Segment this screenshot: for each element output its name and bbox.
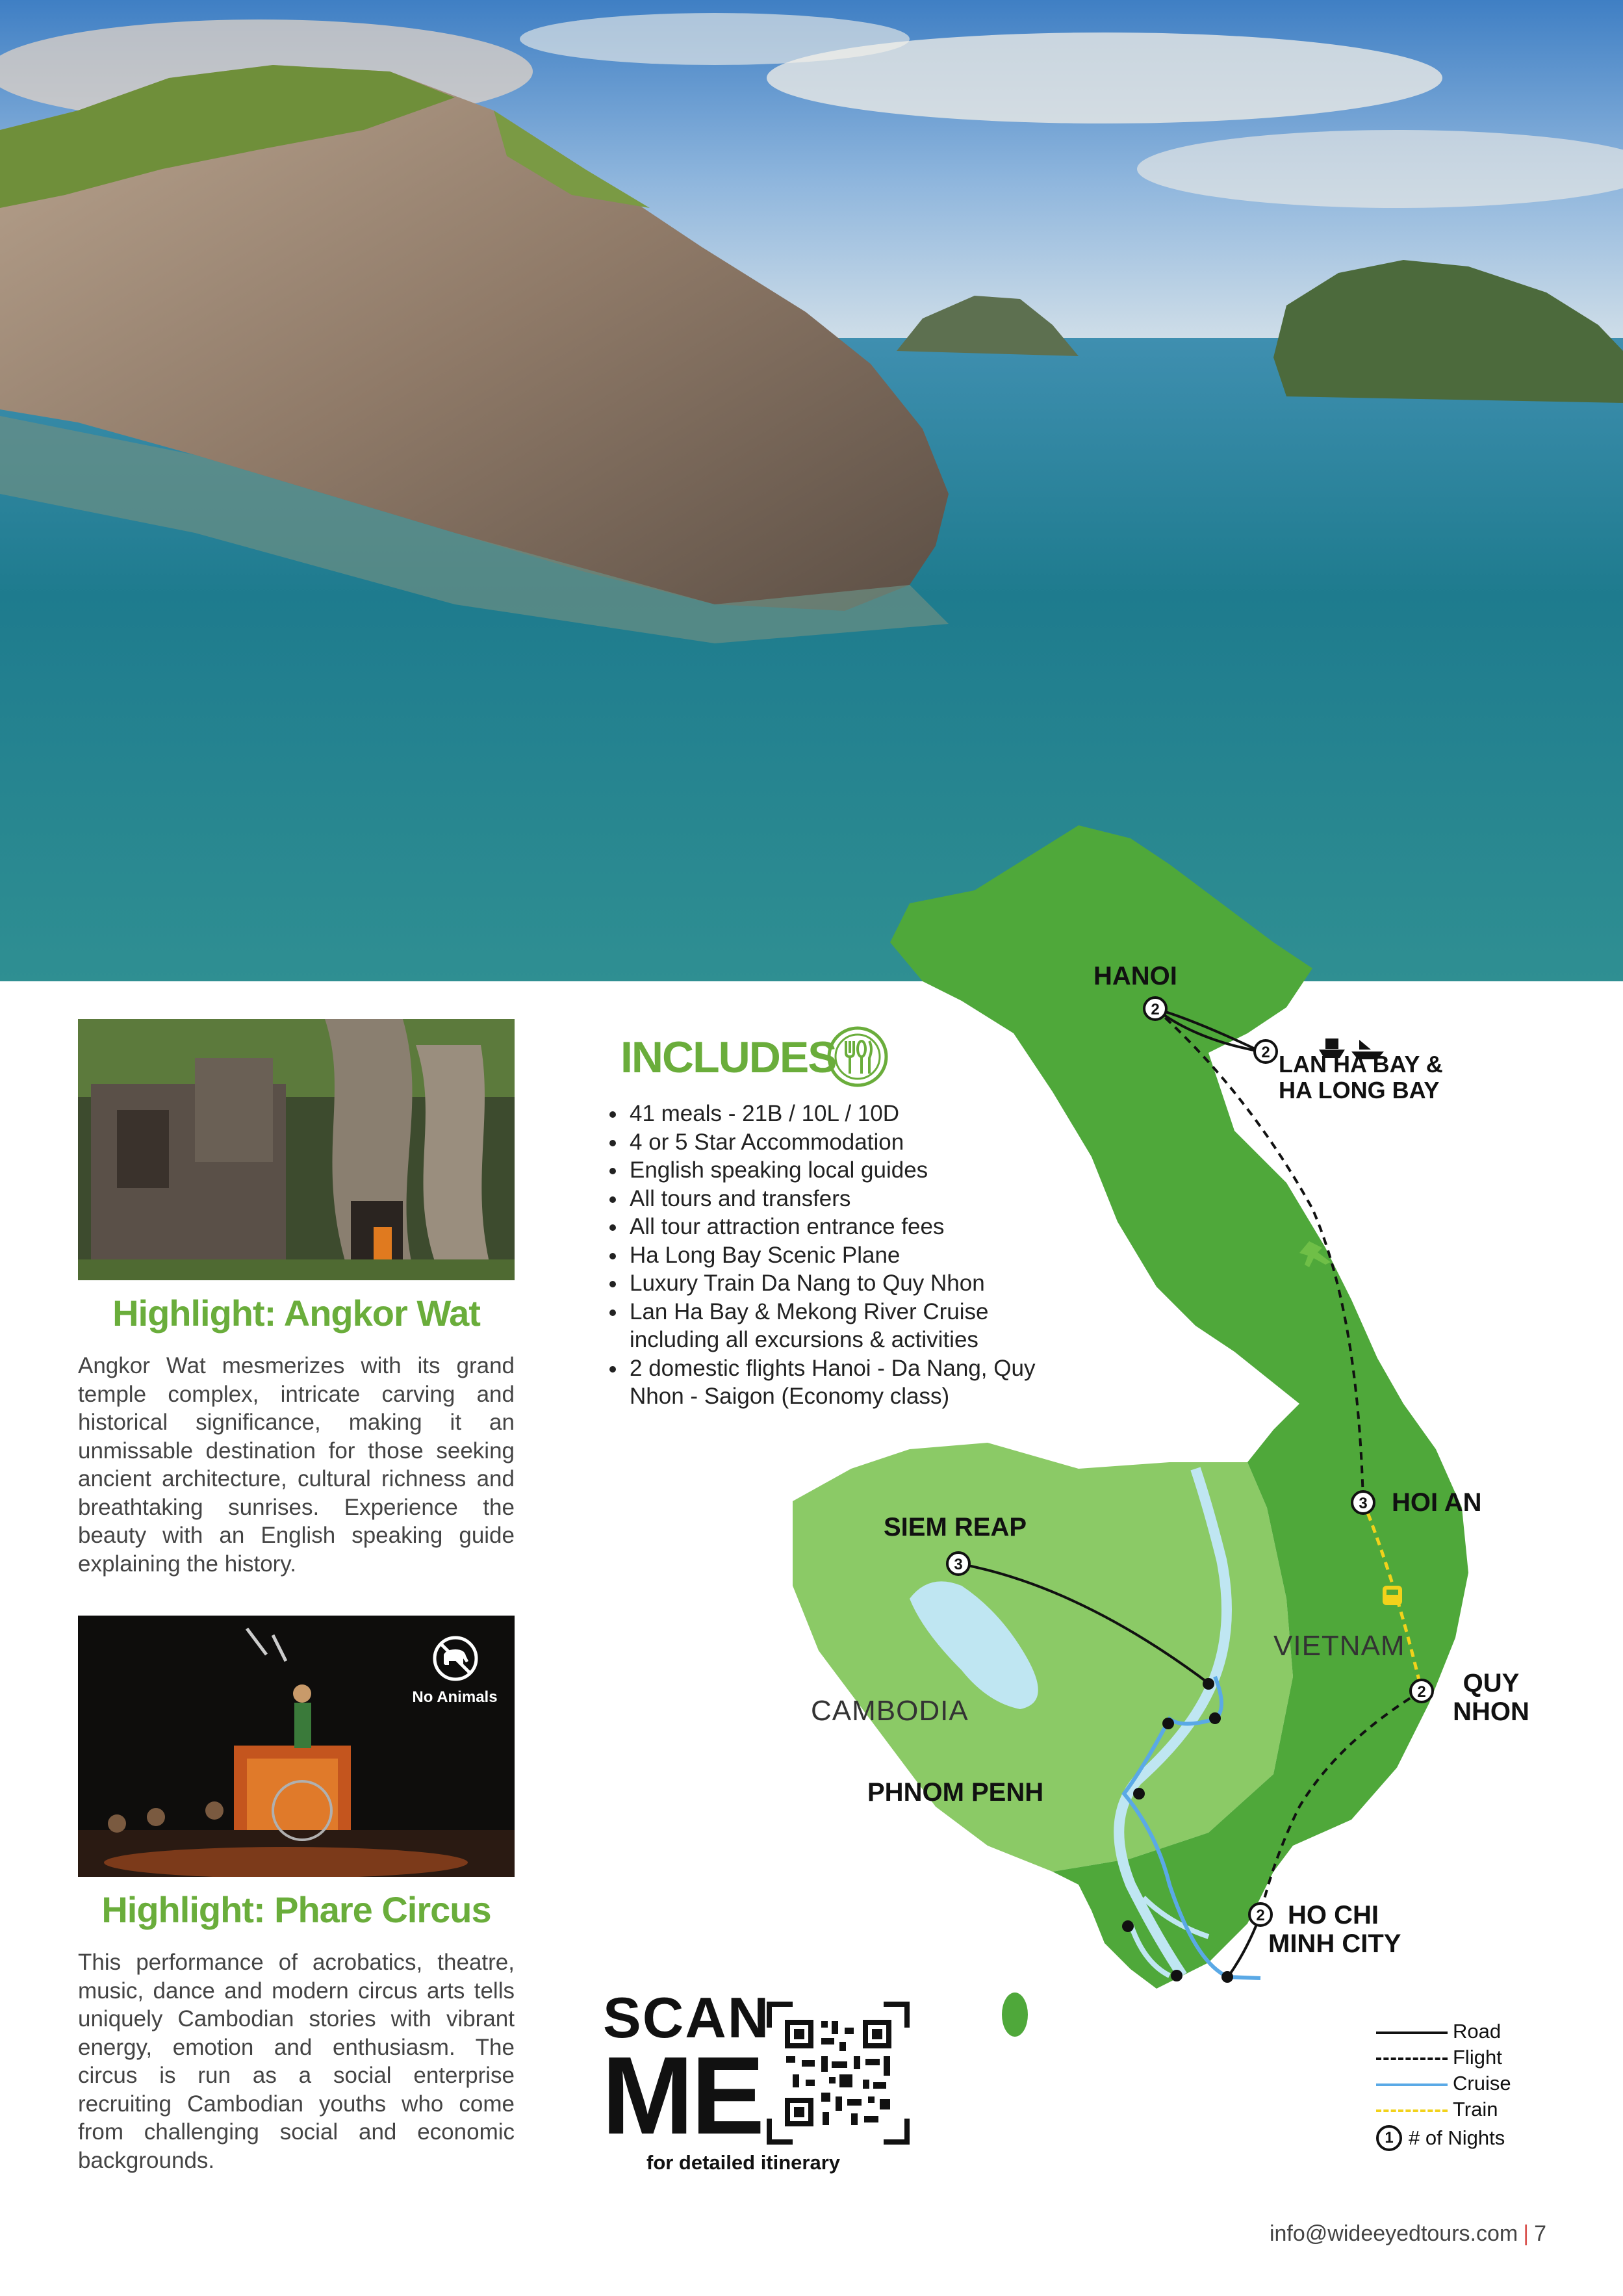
nights-marker-quynhon	[1411, 1680, 1433, 1702]
legend-flight-line	[1376, 2057, 1448, 2060]
legend-road-label: Road	[1453, 2020, 1502, 2043]
map-label-quy-nhon: QUY NHON	[1453, 1669, 1529, 1726]
list-item: • 4 or 5 Star Accommodation	[627, 1128, 1069, 1157]
scan-caption: for detailed itinerary	[646, 2151, 841, 2174]
list-item: • 2 domestic flights Hanoi - Da Nang, Quy Nhon - Saigon (Economy class)	[627, 1354, 1069, 1411]
list-item: • Ha Long Bay Scenic Plane	[627, 1241, 1069, 1270]
svg-text:2: 2	[1261, 1044, 1270, 1061]
map-label-siem-reap: SIEM REAP	[884, 1513, 1027, 1541]
map-label-hanoi: HANOI	[1093, 962, 1177, 990]
includes-title: INCLUDES	[620, 1033, 836, 1082]
map-label-hoi-an: HOI AN	[1392, 1488, 1482, 1517]
legend-nights-marker: 1	[1376, 2125, 1402, 2151]
list-item: • English speaking local guides	[627, 1156, 1069, 1185]
footer-separator: |	[1523, 2221, 1529, 2246]
map-label-ho-chi-minh-city: HO CHI MINH CITY	[1268, 1901, 1401, 1958]
route-map	[715, 819, 1623, 2119]
qr-code[interactable]	[767, 2002, 910, 2145]
list-item: • All tour attraction entrance fees	[627, 1213, 1069, 1241]
svg-text:2: 2	[1151, 1001, 1160, 1018]
nights-marker-lanha	[1255, 1040, 1277, 1063]
highlight-phare-circus-text: This performance of acrobatics, theatre, music, dance and modern circus arts tells uniquely Cambodian stories with vibrant energy, emotion and enthusiasm. The circus is run as a social enterprise recruiting Cambodian youths who come from challenging social and economic backgrounds.	[78, 1950, 515, 2173]
legend-nights-label: # of Nights	[1409, 2126, 1505, 2149]
highlight-angkor-wat-title: Highlight: Angkor Wat	[112, 1293, 480, 1334]
includes-list	[601, 1100, 1069, 1411]
svg-text:3: 3	[1359, 1495, 1368, 1512]
map-label-lan-ha-bay: LAN HA BAY & HA LONG BAY	[1279, 1051, 1443, 1103]
train-icon	[1383, 1586, 1402, 1605]
legend-train-line	[1376, 2109, 1448, 2112]
highlight-angkor-wat-text: Angkor Wat mesmerizes with its grand temple complex, intricate carving and historical significance, making it an unmissable destination for those seeking ancient architecture, cultural richness and breathtaking sunrises. Experience the beauty with an English speaking guide explaining the history.	[78, 1353, 515, 1577]
svg-text:2: 2	[1256, 1907, 1265, 1924]
no-animals-icon	[432, 1635, 479, 1682]
list-item: • Lan Ha Bay & Mekong River Cruise including all excursions & activities	[627, 1298, 1069, 1354]
country-label-vietnam: VIETNAM	[1273, 1630, 1405, 1662]
list-item: • Luxury Train Da Nang to Quy Nhon	[627, 1269, 1069, 1298]
svg-text:2: 2	[1417, 1683, 1426, 1701]
svg-text:3: 3	[954, 1556, 963, 1573]
list-item: • All tours and transfers	[627, 1185, 1069, 1213]
angkor-wat-photo	[78, 1019, 515, 1280]
highlight-phare-circus-title: Highlight: Phare Circus	[101, 1889, 491, 1930]
me-word: ME	[602, 2034, 762, 2158]
legend-train-label: Train	[1453, 2098, 1498, 2121]
country-label-cambodia: CAMBODIA	[811, 1695, 969, 1727]
nights-marker-hanoi	[1144, 998, 1166, 1020]
footer	[1270, 2221, 1546, 2247]
scan-word: SCAN	[603, 1985, 771, 2050]
cutlery-icon	[826, 1025, 889, 1088]
phare-circus-photo	[78, 1616, 515, 1877]
nights-marker-hoian	[1352, 1491, 1374, 1514]
page-number: 7	[1534, 2221, 1546, 2246]
nights-marker-siem-reap	[947, 1553, 969, 1575]
legend-cruise-label: Cruise	[1453, 2072, 1511, 2095]
map-label-phnom-penh: PHNOM PENH	[867, 1778, 1044, 1807]
legend-flight-label: Flight	[1453, 2046, 1502, 2069]
legend-road-line	[1376, 2032, 1448, 2034]
footer-email[interactable]: info@wideeyedtours.com	[1269, 2221, 1518, 2246]
no-animals-badge: No Animals	[412, 1688, 498, 1706]
list-item: • 41 meals - 21B / 10L / 10D	[627, 1100, 1069, 1128]
legend-cruise-line	[1376, 2083, 1448, 2086]
